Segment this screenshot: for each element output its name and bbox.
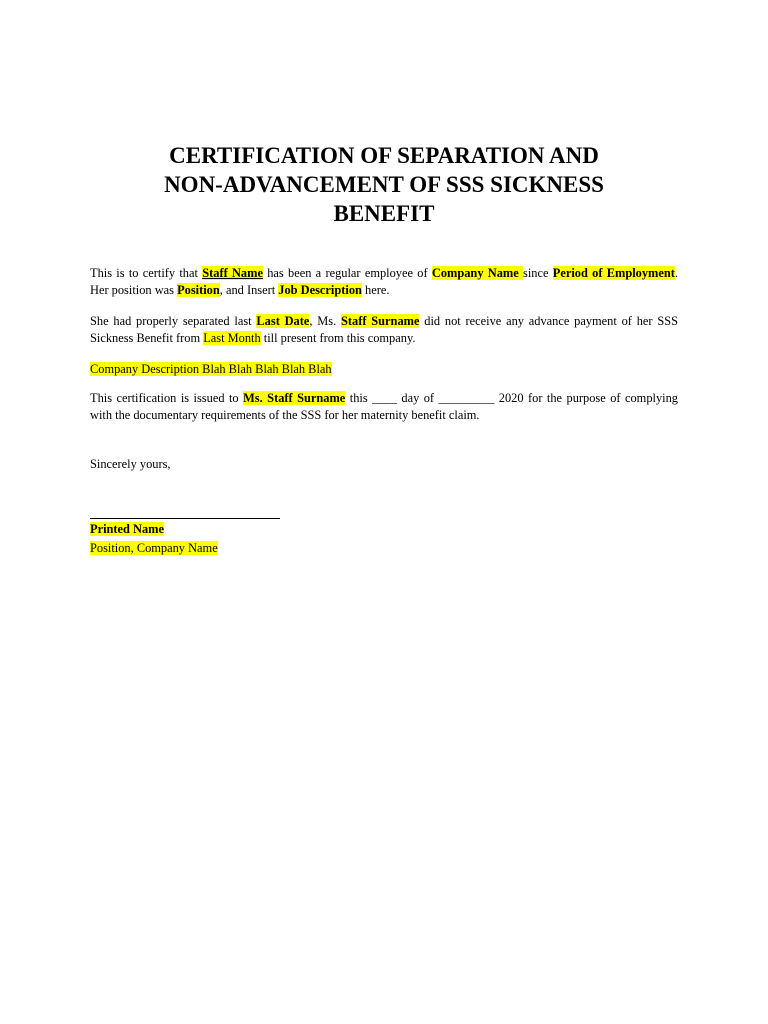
paragraph-employment-line-1: [90, 265, 678, 282]
paragraph-certification-line-1: [90, 390, 678, 407]
text-segment: This certification is issued to: [90, 391, 244, 405]
paragraph-company-description: [90, 361, 678, 378]
field-staff-name: Staff Name: [202, 266, 263, 280]
text-segment: since: [523, 266, 553, 280]
signature-printed-name-line: [90, 521, 678, 538]
paragraph-separation: [90, 313, 678, 347]
text-segment: till present from this company.: [260, 331, 416, 345]
closing-text: Sincerely yours,: [90, 457, 171, 471]
field-position: Position: [177, 283, 220, 297]
field-ms-staff-surname: Ms. Staff Surname: [243, 391, 346, 405]
field-staff-surname: Staff Surname: [341, 314, 420, 328]
signature-block: [90, 521, 678, 557]
document-title: [90, 141, 678, 228]
signature-line: [90, 518, 280, 519]
title-line-3: BENEFIT: [333, 201, 435, 226]
field-period-of-employment: Period of Employment: [552, 266, 675, 280]
text-segment: , Ms.: [309, 314, 342, 328]
signature-position-line: [90, 540, 678, 557]
text-segment: This is to certify that: [90, 266, 203, 280]
paragraph-certification-line-2: with the documentary requirements of the SSS for her maternity benefit claim.: [90, 408, 480, 422]
text-segment: this ____ day of _________ 2020 for the purpose of complying: [345, 391, 678, 405]
text-segment: did not receive any advance payment of her SSS: [419, 314, 678, 328]
field-company-description: Company Description Blah Blah Blah Blah Blah: [90, 362, 332, 376]
paragraph-employment-line-2: [90, 282, 678, 299]
field-position-company-name: Position, Company Name: [90, 541, 218, 555]
closing-salutation: [90, 456, 678, 473]
field-printed-name: Printed Name: [90, 522, 164, 536]
paragraph-separation-line-2: [90, 330, 678, 347]
field-company-name: Company Name: [431, 266, 524, 280]
text-segment: has been a regular employee of: [262, 266, 432, 280]
paragraph-company-description-line: [90, 361, 678, 378]
field-last-month: Last Month: [203, 331, 261, 345]
text-segment: here.: [361, 283, 390, 297]
paragraph-separation-line-1: [90, 313, 678, 330]
text-segment: Sickness Benefit from: [90, 331, 204, 345]
paragraph-certification-purpose: [90, 390, 678, 424]
field-job-description: Job Description: [278, 283, 362, 297]
text-segment: She had properly separated last: [90, 314, 257, 328]
title-line-1: CERTIFICATION OF SEPARATION AND: [169, 143, 599, 168]
field-last-date: Last Date: [256, 314, 310, 328]
title-line-2: NON-ADVANCEMENT OF SSS SICKNESS: [164, 172, 604, 197]
text-segment: .: [674, 266, 679, 280]
text-segment: , and Insert: [219, 283, 279, 297]
text-segment: Her position was: [90, 283, 178, 297]
paragraph-employment: [90, 265, 678, 299]
